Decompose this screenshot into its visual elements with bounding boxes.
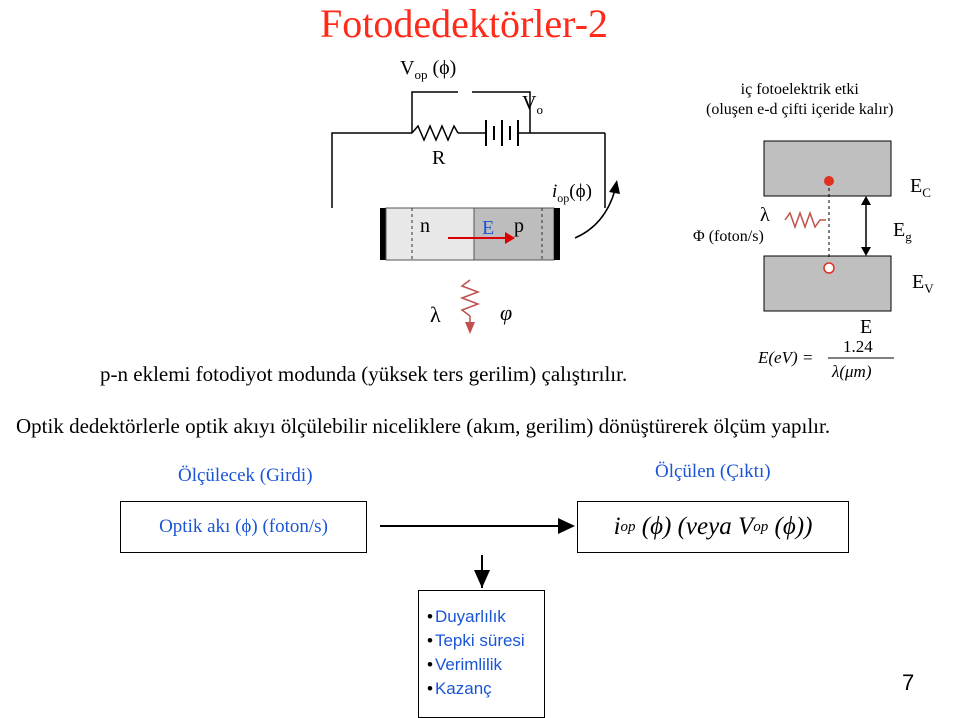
characteristics-box [418,590,545,718]
electron [824,176,834,186]
pn-caption: p-n eklemi fotodiyot modunda (yüksek ters gerilim) çalıştırılır. [100,362,628,386]
flux-label: Φ (foton/s) [693,228,764,245]
resistor-label: R [432,147,446,169]
p-region-label: p [514,215,524,237]
list-item: • Kazanç [427,677,544,701]
battery [486,120,518,146]
output-box: i op (ϕ) (veya V op (ϕ)) [577,501,849,553]
band-lambda-label: λ [760,204,770,226]
input-heading: Ölçülecek (Girdi) [178,465,313,486]
pn-diode [380,208,560,260]
list-item: • Tepki süresi [427,629,544,653]
conduction-band [764,141,891,196]
list-item: • Verimlilik [427,653,544,677]
input-box: Optik akı (ϕ) (foton/s) [120,501,367,553]
field-label: E [482,217,495,239]
formula-numerator: 1.24 [843,337,873,356]
list-item: • Duyarlılık [427,605,544,629]
phi-label: φ [500,300,513,325]
vop-label: $V_{op}$ (ϕ) [400,57,457,82]
ec-label: $E_C$ [910,175,931,200]
page-number: 7 [902,670,915,695]
photon-icon [462,280,478,316]
photon-wave [785,213,826,227]
internal-effect-title: iç fotoelektrik etki (oluşen e-d çifti içeride kalır) [706,81,894,118]
formula-lhs: E(eV) = [758,348,814,367]
vo-label: $V_o$ [522,92,543,117]
formula-e-label: E [860,316,873,338]
hole [824,263,834,273]
intro-text: Optik dedektörlerle optik akıyı ölçülebilir niceliklere (akım, gerilim) dönüştürerek ölçüm yapılır. [16,414,831,438]
slide-title: Fotodedektörler-2 [320,1,609,46]
formula-denominator: λ(μm) [832,362,872,381]
n-region-label: n [420,215,430,237]
output-heading: Ölçülen (Çıktı) [655,461,771,482]
resistor [412,126,458,140]
iop-label: $i_{op}(\phi)$ [552,181,592,205]
lambda-label: λ [430,302,441,327]
ev-label: $E_V$ [912,271,934,296]
eg-label: $E_g$ [893,219,912,244]
